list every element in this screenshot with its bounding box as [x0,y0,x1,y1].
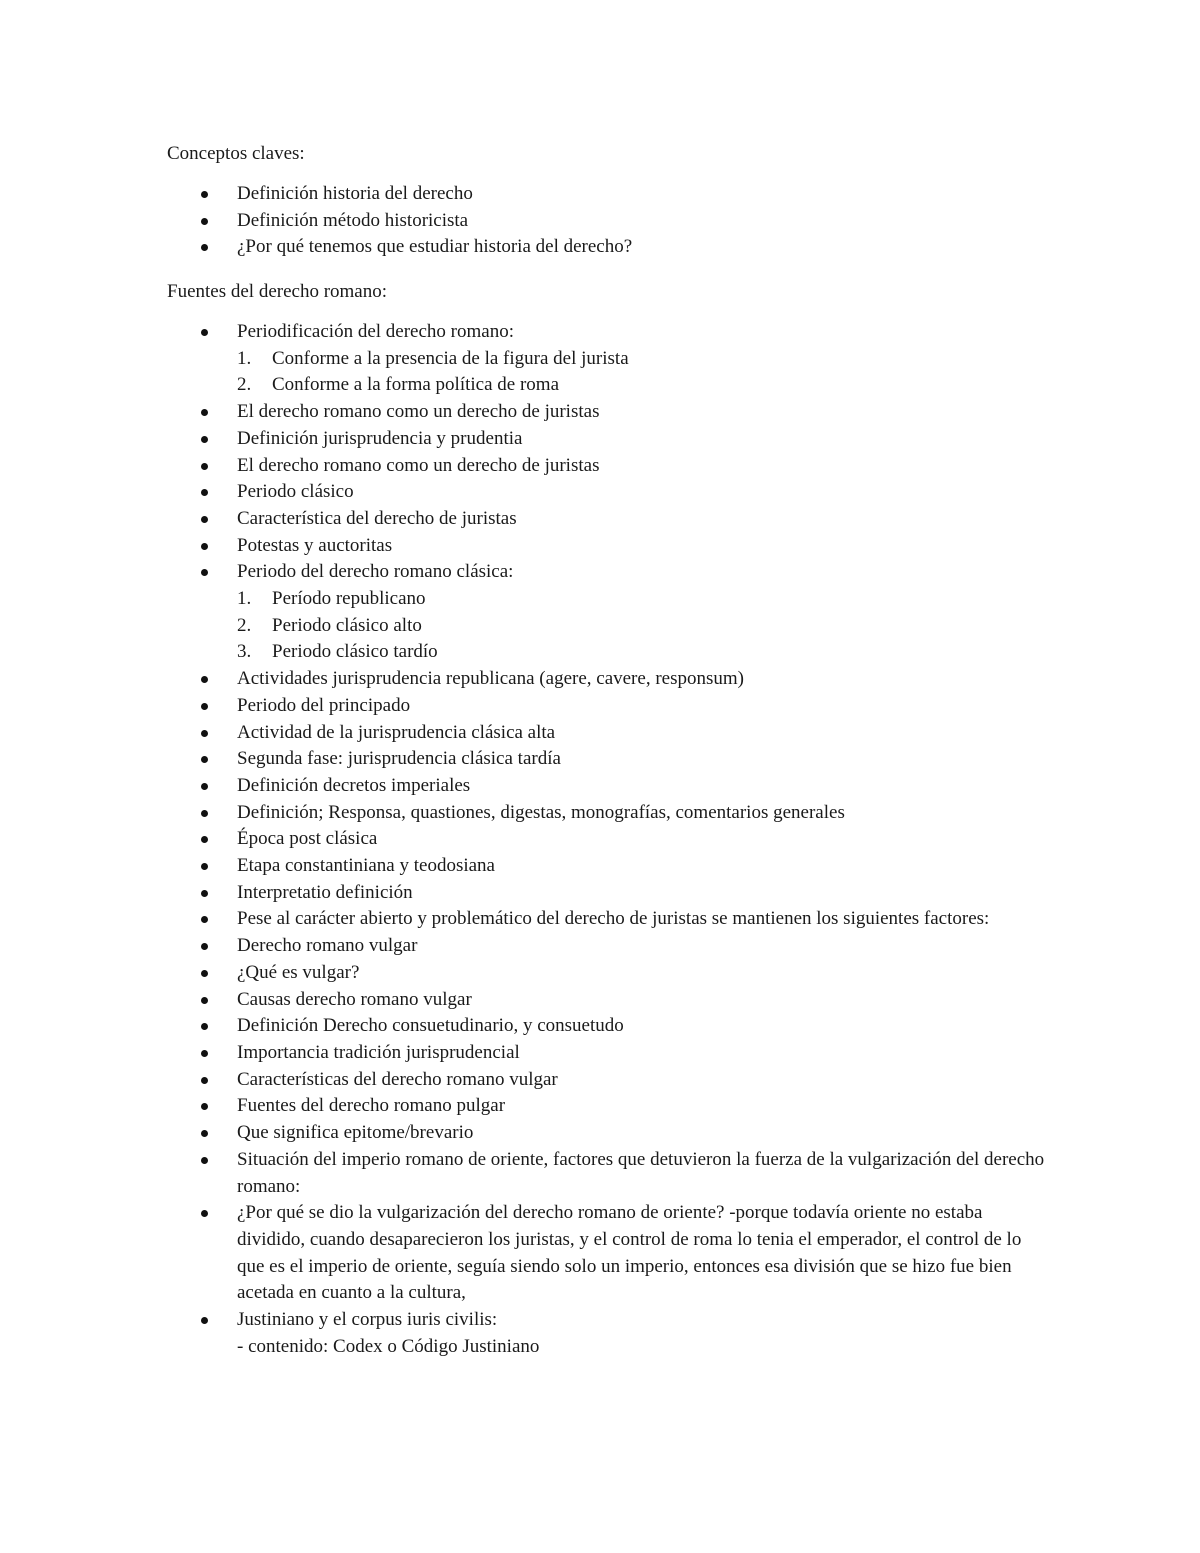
list-item-text: Características del derecho romano vulgar [237,1068,558,1090]
numbered-item-text: Período republicano [272,588,426,610]
list-item [0,1013,1200,1040]
list-item [0,800,1200,827]
list-item [0,533,1200,560]
list-item [0,1147,1200,1200]
list-item [0,319,1200,399]
numbered-item-text: Periodo clásico tardío [272,641,438,663]
bullet-icon [201,1130,208,1137]
item-number: 1. [237,347,252,369]
list-item-text: ¿Qué es vulgar? [237,961,360,983]
list-item [0,1040,1200,1067]
list-item-text: Actividad de la jurisprudencia clásica alta [237,721,556,743]
list-item-text: Definición jurisprudencia y prudentia [237,427,523,449]
bullet-icon [201,489,208,496]
list-item-text: Definición historia del derecho [237,183,473,204]
bullet-icon [201,836,208,843]
numbered-item-text: Periodo clásico alto [272,614,422,636]
bullet-icon [201,1103,208,1110]
numbered-item [237,639,1050,666]
numbered-sublist [237,346,1050,399]
list-item-text: Definición decretos imperiales [237,774,471,796]
bullet-icon [201,1317,208,1324]
bullet-icon [201,916,208,923]
list-item [0,559,1200,666]
bullet-icon [201,244,208,251]
bullet-icon [201,463,208,470]
numbered-item [237,346,1050,373]
list-item-text: Definición; Responsa, quastiones, digestas, monografías, comentarios generales [237,801,845,823]
list-item-text: Interpretatio definición [237,881,413,903]
bullet-icon [201,970,208,977]
bullet-icon [201,730,208,737]
list-item-text: Definición método historicista [237,209,469,231]
numbered-sublist [237,586,1050,666]
list-item-text: Época post clásica [237,828,378,850]
list-item-text: Situación del imperio romano de oriente, factores que detuvieron la fuerza de la vulgarización del derecho romano: [237,1148,1045,1197]
numbered-item-text: Conforme a la presencia de la figura del jurista [272,347,629,369]
list-item-text: Segunda fase: jurisprudencia clásica tardía [237,748,561,770]
bullet-icon [201,676,208,683]
list-item [0,1093,1200,1120]
bullet-icon [201,943,208,950]
list-item [0,234,1200,261]
item-number: 2. [237,374,252,396]
list-item-text: Periodo clásico [237,481,354,503]
numbered-item [237,586,1050,613]
list-item [0,399,1200,426]
list-item [0,746,1200,773]
list-item [0,693,1200,720]
item-number: 3. [237,641,252,663]
list-item-text: Justiniano y el corpus iuris civilis: [237,1309,498,1331]
list-item [0,880,1200,907]
list-item [0,720,1200,747]
bullet-icon [201,1023,208,1030]
list-item [0,426,1200,453]
bullet-icon [201,191,208,198]
list-item-text: Periodificación del derecho romano: [237,321,514,342]
list-item [0,906,1200,933]
list-item-text: El derecho romano como un derecho de juristas [237,401,600,423]
list-item [0,853,1200,880]
list-item-text: Potestas y auctoritas [237,534,393,556]
list-item [0,1307,1200,1360]
bullet-icon [201,890,208,897]
list-item [0,1067,1200,1094]
list-item-text: Derecho romano vulgar [237,935,418,957]
list-item-text: ¿Por qué tenemos que estudiar historia del derecho? [237,236,633,258]
bullet-icon [201,810,208,817]
numbered-item [237,372,1050,399]
list-item-text: Periodo del derecho romano clásica: [237,561,514,583]
bullet-icon [201,436,208,443]
list-item-text: Definición Derecho consuetudinario, y consuetudo [237,1015,624,1037]
bullet-icon [201,409,208,416]
bullet-icon [201,1210,208,1217]
list-item [0,506,1200,533]
bullet-icon [201,1077,208,1084]
bullet-icon [201,703,208,710]
bullet-icon [201,997,208,1004]
bullet-icon [201,1157,208,1164]
list-item-text: Importancia tradición jurisprudencial [237,1041,520,1063]
list-item [0,1200,1200,1307]
fuentes-list [0,319,1200,1360]
bullet-icon [201,569,208,576]
bullet-icon [201,218,208,225]
list-item-text: Pese al carácter abierto y problemático del derecho de juristas se mantienen los siguientes factores: [237,908,990,930]
item-number: 2. [237,614,252,636]
concepts-list [0,181,1200,261]
section-heading-conceptos: Conceptos claves: [167,143,305,164]
list-item [0,960,1200,987]
bullet-icon [201,783,208,790]
item-number: 1. [237,588,252,610]
list-item [0,1120,1200,1147]
bullet-icon [201,1050,208,1057]
list-item [0,933,1200,960]
list-item-text: Actividades jurisprudencia republicana (agere, cavere, responsum) [237,668,744,690]
list-item-text: Que significa epitome/brevario [237,1122,474,1144]
list-item [0,826,1200,853]
list-item [0,987,1200,1014]
list-item-text: El derecho romano como un derecho de juristas [237,454,600,476]
list-item-text: ¿Por qué se dio la vulgarización del derecho romano de oriente? -porque todavía oriente no estaba dividido, cuando desaparecieron los juristas, y el control de roma lo tenia el emperador, el control de lo que es el imperio de oriente, seguía siendo solo un imperio, entonces esa división que se hizo fue bien acetada en cuanto a la cultura, [237,1202,1022,1304]
bullet-icon [201,543,208,550]
bullet-icon [201,756,208,763]
bullet-icon [201,863,208,870]
section-heading-fuentes: Fuentes del derecho romano: [167,281,388,302]
list-item [0,181,1200,208]
list-item [0,479,1200,506]
numbered-item [237,613,1050,640]
list-item-text: Periodo del principado [237,694,411,716]
bullet-icon [201,516,208,523]
list-item-text: Característica del derecho de juristas [237,507,517,529]
list-item [0,666,1200,693]
list-item [0,773,1200,800]
list-item-subline: - contenido: Codex o Código Justiniano [237,1335,540,1357]
numbered-item-text: Conforme a la forma política de roma [272,374,560,396]
list-item-text: Etapa constantiniana y teodosiana [237,855,495,877]
list-item-text: Fuentes del derecho romano pulgar [237,1095,506,1117]
list-item [0,453,1200,480]
bullet-icon [201,329,208,336]
list-item-text: Causas derecho romano vulgar [237,988,472,1010]
list-item [0,208,1200,235]
